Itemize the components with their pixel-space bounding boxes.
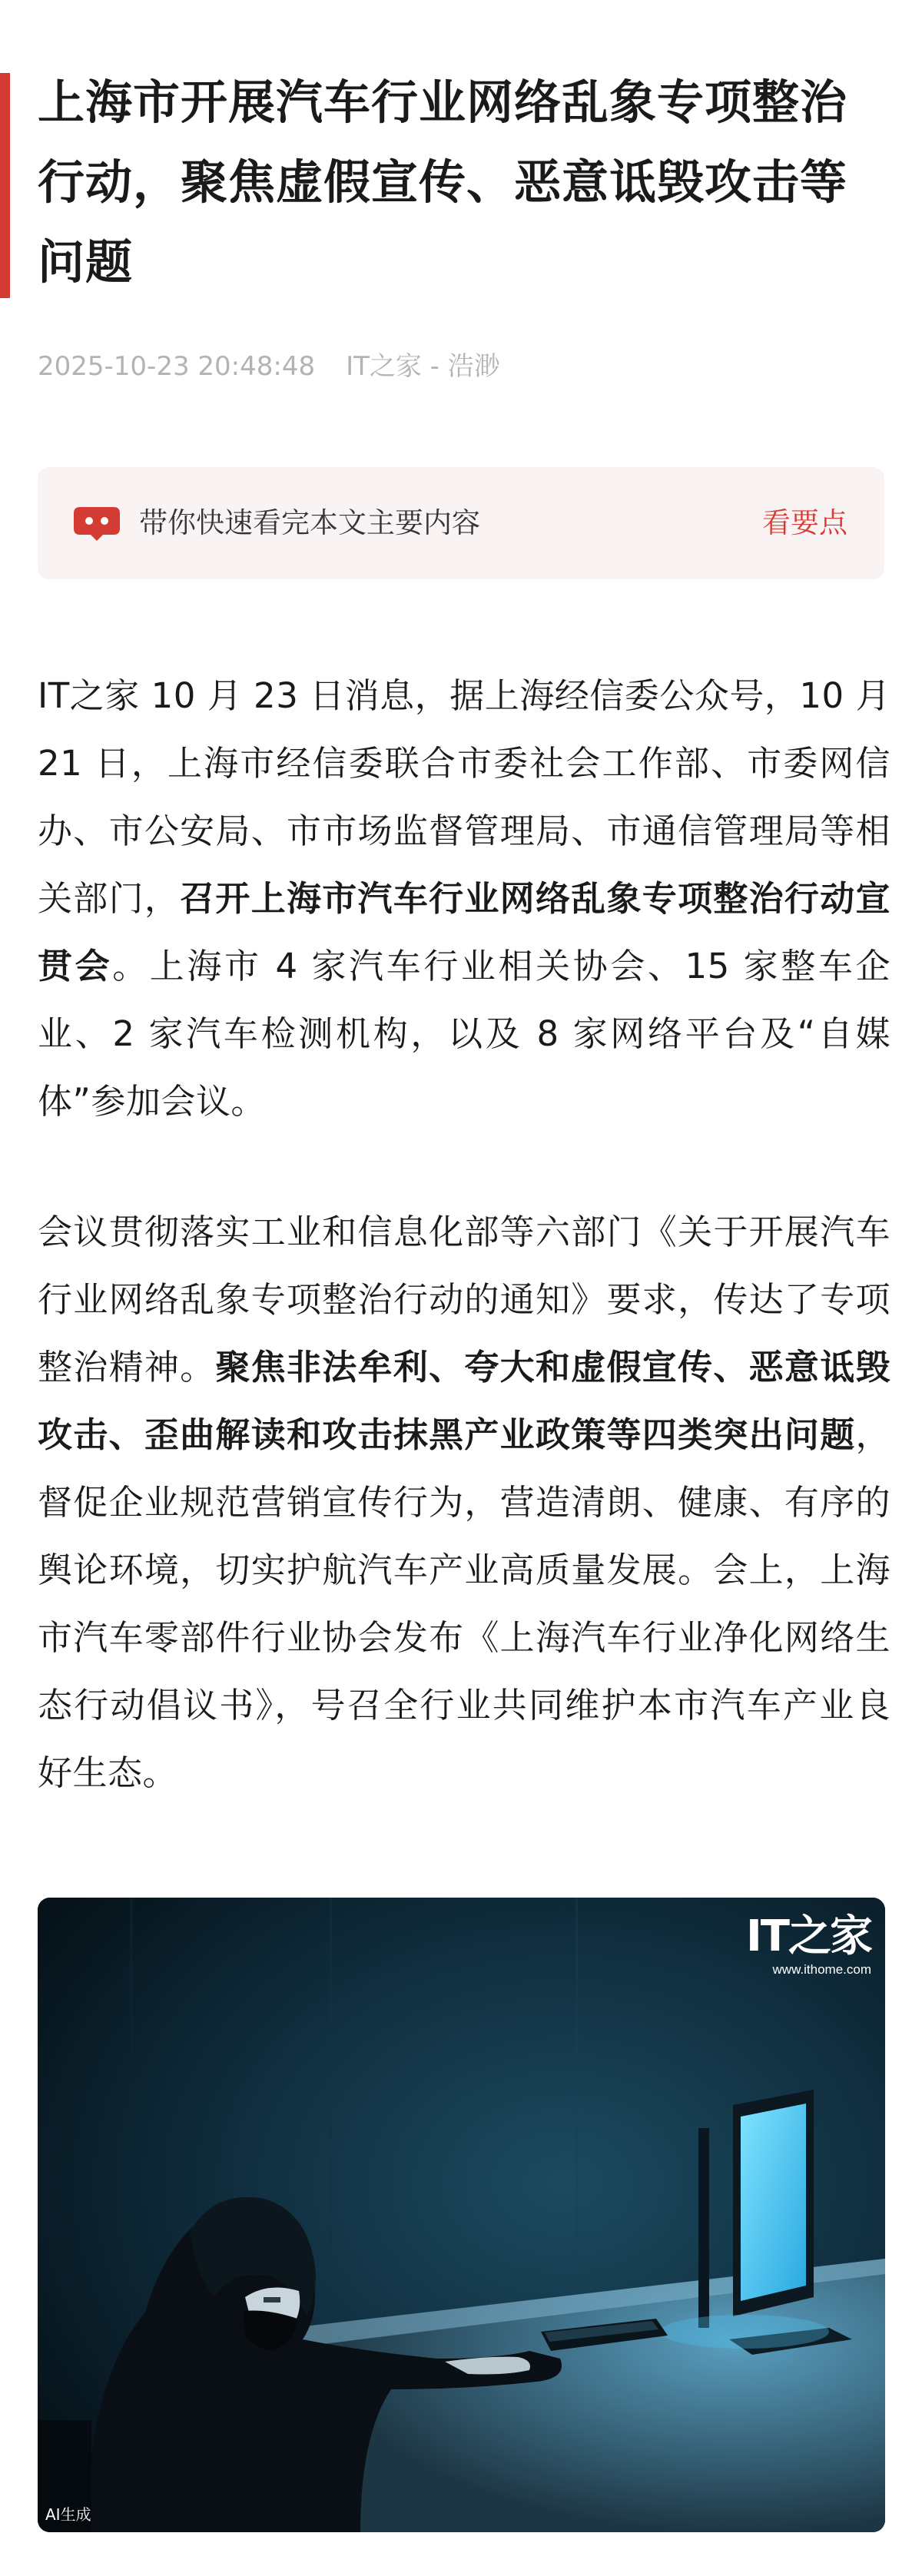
publish-date: 2025-10-23 20:48:48 bbox=[38, 351, 316, 382]
paragraph-text: ，督促企业规范营销宣传行为，营造清朗、健康、有序的舆论环境，切实护航汽车产业高质量发展。会上，上海市汽车零部件行业协会发布《上海汽车行业净化网络生态行动倡议书》，号召全行业共同维护本市汽车产业良好生态。 bbox=[38, 1414, 890, 1793]
watermark-url: www.ithome.com bbox=[772, 1962, 871, 1977]
summary-prompt: 带你快速看完本文主要内容 bbox=[139, 506, 480, 539]
view-key-points-link[interactable]: 看要点 bbox=[762, 506, 847, 539]
ithome-watermark bbox=[746, 1913, 871, 1979]
article-meta bbox=[38, 347, 500, 386]
article-source[interactable]: IT之家 - 浩渺 bbox=[346, 351, 500, 382]
paragraph-highlight: 召开上海市汽车行业网络乱象专项整治行动宣贯会 bbox=[38, 878, 890, 986]
watermark-logo: IT之家 bbox=[745, 1911, 871, 1961]
ai-generated-caption: AI生成 bbox=[45, 2505, 91, 2524]
article-image[interactable] bbox=[38, 1898, 885, 2532]
paragraph-text: 会议贯彻落实工业和信息化部等六部门《关于开展汽车行业网络乱象专项整治行动的通知》要求，传达了专项整治精神。 bbox=[38, 1212, 890, 1387]
paragraph-highlight: 聚焦非法牟利、夸大和虚假宣传、恶意诋毁攻击、歪曲解读和攻击抹黑产业政策等四类突出问题 bbox=[38, 1347, 890, 1455]
title-accent-bar bbox=[0, 73, 10, 298]
article-paragraph-2 bbox=[38, 1198, 890, 1807]
summary-card[interactable] bbox=[38, 467, 884, 579]
paragraph-text: IT之家 10 月 23 日消息，据上海经信委公众号，10 月 21 日，上海市经信委联合市委社会工作部、市委网信办、市公安局、市市场监督管理局、市通信管理局等相关部门， bbox=[38, 675, 890, 919]
chat-bubble-icon bbox=[72, 506, 121, 542]
article-paragraph-1 bbox=[38, 662, 890, 1135]
article-title: 上海市开展汽车行业网络乱象专项整治行动，聚焦虚假宣传、恶意诋毁攻击等问题 bbox=[38, 75, 848, 290]
paragraph-text: 。上海市 4 家汽车行业相关协会、15 家整车企业、2 家汽车检测机构，以及 8 家网络平台及“自媒体”参加会议。 bbox=[38, 946, 890, 1122]
hacker-illustration bbox=[38, 1898, 885, 2532]
